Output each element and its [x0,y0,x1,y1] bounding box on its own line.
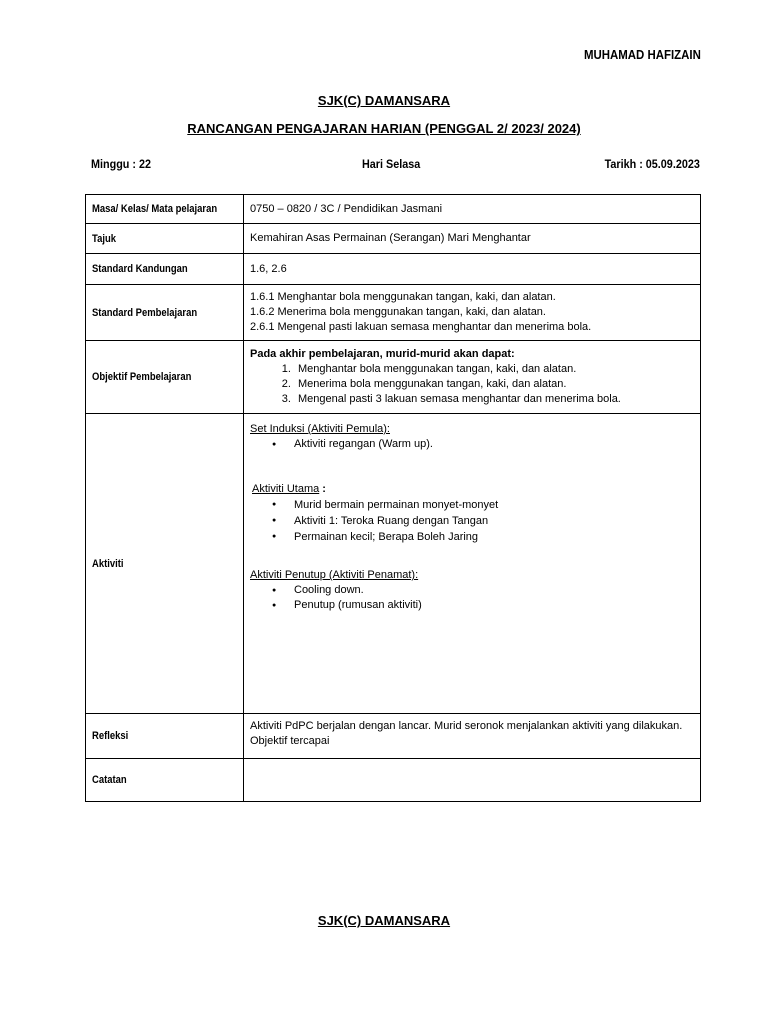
row-aktiviti [86,414,701,714]
list-item: ● Cooling down. [294,583,694,598]
footer-school-name: SJK(C) DAMANSARA [317,913,451,928]
date-label: Tarikh : 05.09.2023 [604,157,700,171]
list-item: ● Penutup (rumusan aktiviti) [294,598,694,613]
list-item: 3. Mengenal pasti 3 lakuan semasa menghantar dan menerima bola. [294,392,694,407]
school-name: SJK(C) DAMANSARA [317,93,451,108]
row-catatan [86,759,701,802]
author-name: MUHAMAD HAFIZAIN [584,47,701,62]
objective-list [250,362,694,407]
row-value [244,759,701,802]
row-standard-kandungan [86,254,701,285]
row-label: Masa/ Kelas/ Mata pelajaran [86,195,244,224]
row-standard-pembelajaran [86,285,701,341]
row-value [244,285,701,341]
induksi-list [250,437,694,452]
row-label: Aktiviti [86,414,244,714]
induksi-heading: Set Induksi (Aktiviti Pemula): [250,423,390,435]
list-item: ● Murid bermain permainan monyet-monyet [294,497,694,513]
utama-list [250,497,694,545]
row-value: Kemahiran Asas Permainan (Serangan) Mari Menghantar [244,224,701,254]
row-value: Aktiviti PdPC berjalan dengan lancar. Murid seronok menjalankan aktiviti yang dilakukan. Objektif tercapai [244,714,701,759]
row-value [244,341,701,414]
penutup-list [250,583,694,613]
row-value: 0750 – 0820 / 3C / Pendidikan Jasmani [244,195,701,224]
row-objektif [86,341,701,414]
row-label: Refleksi [86,714,244,759]
row-label: Catatan [86,759,244,802]
row-tajuk [86,224,701,254]
day-label: Hari Selasa [362,157,421,171]
sp-line: 1.6.2 Menerima bola menggunakan tangan, kaki, dan alatan. [250,306,546,318]
document-title: RANCANGAN PENGAJARAN HARIAN (PENGGAL 2/ 2023/ 2024) [187,121,581,136]
lesson-plan-table [85,194,701,802]
row-label: Tajuk [86,224,244,254]
sp-line: 1.6.1 Menghantar bola menggunakan tangan, kaki, dan alatan. [250,291,556,303]
list-item: ● Aktiviti regangan (Warm up). [294,437,694,452]
row-value [244,414,701,714]
row-refleksi [86,714,701,759]
utama-heading: Aktiviti Utama : [252,483,326,495]
row-label: Standard Pembelajaran [86,285,244,341]
row-label: Objektif Pembelajaran [86,341,244,414]
objective-intro: Pada akhir pembelajaran, murid-murid akan dapat: [250,348,515,360]
list-item: ● Permainan kecil; Berapa Boleh Jaring [294,529,694,545]
penutup-heading: Aktiviti Penutup (Aktiviti Penamat): [250,569,419,581]
week-label: Minggu : 22 [91,157,152,171]
list-item: ● Aktiviti 1: Teroka Ruang dengan Tangan [294,513,694,529]
list-item: 1. Menghantar bola menggunakan tangan, kaki, dan alatan. [294,362,694,377]
row-label: Standard Kandungan [86,254,244,285]
row-value: 1.6, 2.6 [244,254,701,285]
row-masa [86,195,701,224]
sp-line: 2.6.1 Mengenal pasti lakuan semasa menghantar dan menerima bola. [250,321,592,333]
list-item: 2. Menerima bola menggunakan tangan, kaki, dan alatan. [294,377,694,392]
